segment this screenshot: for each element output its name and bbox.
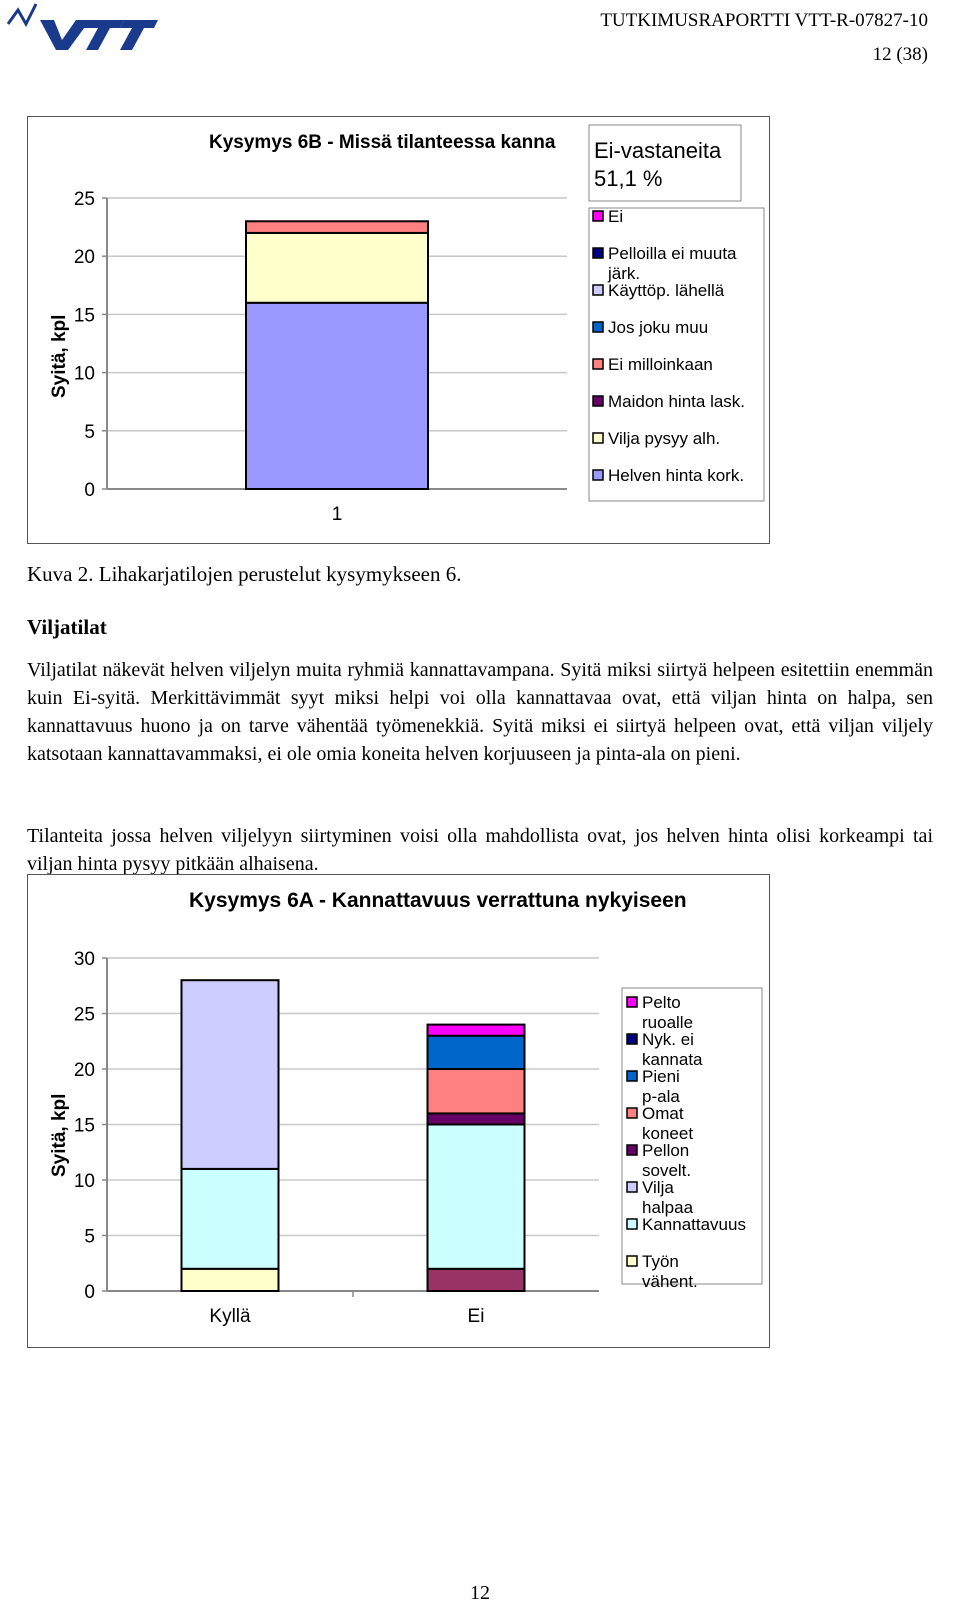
- footer-page-number: 12: [470, 1582, 490, 1604]
- bar-segment: [428, 1025, 525, 1036]
- legend-item: Vilja pysyy alh.: [608, 429, 721, 448]
- y-tick-label: 20: [73, 1060, 95, 1081]
- legend-swatch: [627, 1145, 637, 1155]
- y-tick-label: 5: [84, 1226, 95, 1248]
- y-axis-label: Syitä, kpl: [49, 314, 70, 398]
- y-tick-label: 30: [73, 949, 95, 970]
- legend-item: Helven hinta kork.: [608, 466, 745, 485]
- y-tick-label: 15: [73, 305, 95, 327]
- legend-swatch: [593, 322, 603, 332]
- legend-swatch: [593, 248, 603, 258]
- bar-segment: [246, 233, 428, 303]
- bar-segment: [428, 1036, 525, 1069]
- bar-segment: [428, 1269, 525, 1291]
- y-axis-label: Syitä, kpl: [49, 1093, 70, 1177]
- legend-item: Jos joku muu: [608, 318, 709, 337]
- vtt-logo: [6, 2, 158, 52]
- y-tick-label: 20: [73, 247, 95, 269]
- legend-swatch: [627, 997, 637, 1007]
- note-text: Ei-vastaneita 51,1 %: [594, 138, 722, 191]
- legend-item: Pelloilla ei muuta järk.: [608, 244, 737, 283]
- page-count: 12 (38): [872, 44, 928, 65]
- legend-swatch: [627, 1256, 637, 1266]
- legend-item: Ei: [608, 207, 624, 226]
- bar-segment: [428, 1113, 525, 1124]
- legend-swatch: [627, 1219, 637, 1229]
- y-tick-label: 25: [73, 1004, 95, 1026]
- y-tick-label: 5: [84, 421, 95, 443]
- report-id: TUTKIMUSRAPORTTI VTT-R-07827-10: [600, 10, 928, 31]
- legend-swatch: [627, 1182, 637, 1192]
- bar-segment: [428, 1069, 525, 1113]
- legend-item: Omat koneet: [642, 1104, 694, 1143]
- legend-swatch: [627, 1034, 637, 1044]
- bar-segment: [246, 303, 428, 489]
- bar-segment: [246, 221, 428, 233]
- y-tick-label: 25: [73, 189, 95, 210]
- y-tick-label: 0: [84, 1282, 95, 1303]
- figure-caption: Kuva 2. Lihakarjatilojen perustelut kysymykseen 6.: [27, 562, 462, 586]
- legend-item: Ei milloinkaan: [608, 355, 713, 374]
- legend-item: Pelto ruoalle: [642, 993, 694, 1032]
- bar-segment: [182, 1169, 279, 1269]
- x-tick-label: 1: [331, 504, 343, 525]
- y-tick-label: 10: [73, 363, 95, 385]
- section-title: Viljatilat: [27, 615, 107, 639]
- legend-swatch: [593, 285, 603, 295]
- legend-item: Kannattavuus: [642, 1215, 746, 1234]
- chart-title: Kysymys 6A - Kannattavuus verrattuna nykyiseen: [189, 889, 687, 912]
- legend-item: Pieni p-ala: [642, 1067, 680, 1106]
- legend-swatch: [593, 470, 603, 480]
- chart-title: Kysymys 6B - Missä tilanteessa kanna: [209, 132, 556, 153]
- chart-6b: [27, 116, 770, 544]
- legend-swatch: [627, 1071, 637, 1081]
- y-tick-label: 15: [73, 1115, 95, 1137]
- paragraph-2: Tilanteita jossa helven viljelyyn siirtyminen voisi olla mahdollista ovat, jos helven hinta olisi korkeampi tai viljan hinta pysyy pitkään alhaisena.: [27, 825, 933, 875]
- legend-swatch: [593, 396, 603, 406]
- legend-item: Työn vähent.: [642, 1252, 698, 1291]
- logo-wave-icon: [8, 4, 36, 24]
- legend-item: Käyttöp. lähellä: [608, 281, 725, 300]
- chart-6a: [27, 874, 770, 1348]
- y-tick-label: 10: [73, 1171, 95, 1192]
- x-tick-label: Kyllä: [209, 1306, 251, 1327]
- bar-segment: [182, 980, 279, 1169]
- legend-item: Vilja halpaa: [642, 1178, 694, 1217]
- y-tick-label: 0: [84, 480, 95, 501]
- legend-item: Nyk. ei kannata: [642, 1030, 703, 1069]
- legend-swatch: [593, 211, 603, 221]
- legend-item: Pellon sovelt.: [642, 1141, 692, 1180]
- bar-segment: [428, 1125, 525, 1269]
- paragraph-1: Viljatilat näkevät helven viljelyn muita ryhmiä kannattavampana. Syitä miksi siirtyä helpeen esitettiin enemmän kuin Ei-syitä. Merkittävimmät syyt miksi helpi voi olla kannattavaa ovat, että viljan hinta on halpa, sen kannattavuus huono ja on tarve vähentää työmenekkiä. Syitä miksi ei siirtyä helpeen ovat, että viljan viljely katsotaan kannattavammaksi, ei ole omia koneita helven korjuuseen ja pinta-ala on pieni.: [27, 659, 933, 765]
- legend-item: Maidon hinta lask.: [608, 392, 746, 411]
- x-tick-label: Ei: [467, 1306, 485, 1327]
- legend-swatch: [593, 359, 603, 369]
- legend-swatch: [627, 1108, 637, 1118]
- bar-segment: [182, 1269, 279, 1291]
- legend-swatch: [593, 433, 603, 443]
